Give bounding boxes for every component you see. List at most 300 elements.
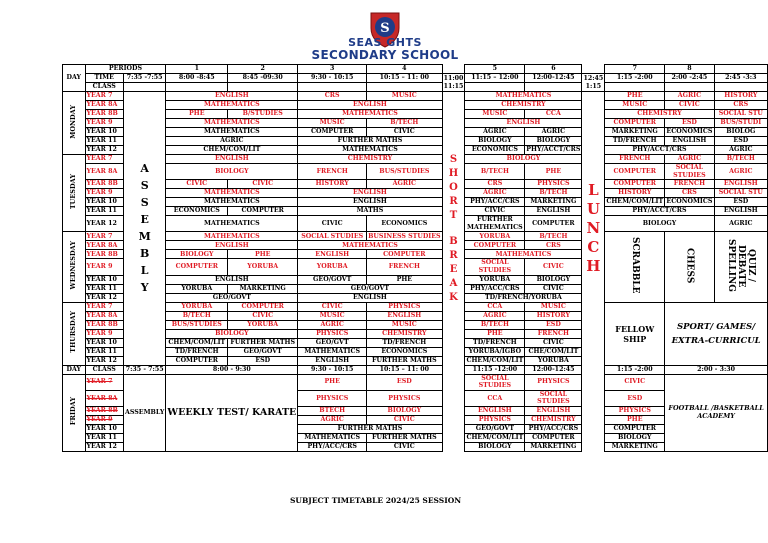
subject-cell: MARKETING bbox=[525, 198, 582, 207]
subject-cell: MATHEMATICS bbox=[166, 216, 298, 232]
subject-cell: ENGLISH bbox=[465, 406, 525, 415]
subject-cell: MATHEMATICS bbox=[166, 101, 298, 110]
subject-cell: CHEMISTRY bbox=[605, 110, 714, 119]
class-label: YEAR 8A bbox=[85, 311, 123, 320]
class-label: YEAR 8B bbox=[85, 180, 123, 189]
subject-cell: AGRIC bbox=[298, 320, 367, 329]
period-number: 5 bbox=[465, 65, 525, 74]
subject-cell: AGRIC bbox=[665, 155, 714, 164]
subject-cell: HISTORY bbox=[714, 92, 767, 101]
subject-cell: PHE bbox=[166, 110, 228, 119]
class-label: YEAR 10 bbox=[85, 338, 123, 347]
subject-cell: YORUBA bbox=[228, 259, 298, 275]
subject-cell: PHY/ACCT/CRS bbox=[526, 146, 581, 154]
time-slot: 2:45 -3:3 bbox=[714, 74, 767, 83]
subject-cell: PHE bbox=[605, 92, 665, 101]
subject-cell: PHE bbox=[465, 329, 525, 338]
subject-cell: CHEM/COM/LIT bbox=[466, 356, 524, 364]
school-name-line2: SECONDARY SCHOOL bbox=[311, 48, 459, 62]
subject-cell: CHEMISTRY bbox=[525, 415, 582, 424]
subject-cell: ENGLISH bbox=[465, 119, 582, 128]
subject-cell: CIVIC bbox=[525, 338, 582, 347]
subject-cell: B/TECH bbox=[465, 164, 525, 180]
class-label: YEAR 8B bbox=[85, 110, 123, 119]
subject-cell: COMPUTER bbox=[228, 302, 298, 311]
fellowship-cell: FELLOW SHIP bbox=[605, 302, 665, 365]
subject-cell: ENGLISH bbox=[525, 207, 582, 216]
assembly-friday: ASSEMBLY bbox=[123, 374, 165, 451]
subject-cell: PHE bbox=[605, 415, 665, 424]
subject-cell: FURTHER MATHEMATICS bbox=[465, 216, 525, 232]
time-slot: 10:15 – 11: 00 bbox=[367, 74, 443, 83]
subject-cell: CIVIC bbox=[665, 101, 714, 110]
subject-cell: CHE/COM/LIT bbox=[525, 347, 582, 356]
subject-cell: ECONOMICS bbox=[465, 146, 525, 155]
subject-cell: CHEM/COM/LIT bbox=[606, 198, 664, 206]
timetable-cell bbox=[367, 83, 443, 92]
subject-cell: ENGLISH bbox=[298, 101, 442, 110]
subject-cell: AGRIC bbox=[665, 92, 714, 101]
subject-cell: ENGLISH bbox=[714, 180, 767, 189]
subject-cell: ENGLISH bbox=[166, 155, 298, 164]
subject-cell: GEO/GOVT bbox=[298, 284, 442, 293]
school-name-line1: SEAS GHTS bbox=[348, 36, 422, 49]
subject-cell: CRS bbox=[465, 180, 525, 189]
subject-cell: AGRIC bbox=[465, 311, 525, 320]
subject-cell: GEO/GOVT bbox=[166, 293, 298, 302]
subject-cell: FRENCH bbox=[525, 329, 582, 338]
chess-cell bbox=[665, 232, 714, 302]
day-label: MONDAY bbox=[68, 104, 77, 139]
subject-cell: AGRIC bbox=[714, 146, 767, 155]
time-slot: 8:00 - 9:30 bbox=[166, 365, 298, 374]
subject-cell: MATHEMATICS bbox=[298, 110, 442, 119]
subject-cell: HISTORY bbox=[525, 311, 582, 320]
subject-cell: ESD bbox=[367, 374, 443, 390]
subject-cell: AGRIC bbox=[298, 415, 367, 424]
subject-cell: YORUBA/IGBO bbox=[465, 347, 525, 356]
subject-cell: BIOLOGY bbox=[166, 250, 228, 259]
quiz-label: QUIZ / DEBATE SPELLING bbox=[725, 239, 756, 293]
subject-cell: MATHEMATICS bbox=[298, 146, 442, 155]
class-label: YEAR 8A bbox=[85, 101, 123, 110]
subject-cell: MUSIC bbox=[525, 302, 582, 311]
break-letters-letter: A bbox=[449, 277, 458, 289]
subject-cell: BIOLOGY bbox=[525, 275, 582, 284]
subject-cell: B/TECH bbox=[525, 232, 582, 241]
weekly-test-cell: WEEKLY TEST/ KARATE bbox=[166, 374, 298, 451]
timetable-cell bbox=[228, 83, 298, 92]
subject-cell: CCA bbox=[525, 110, 582, 119]
day-thu bbox=[63, 302, 86, 365]
subject-cell: B/TECH bbox=[714, 155, 767, 164]
subject-cell: MATHEMATICS bbox=[166, 189, 298, 198]
time-slot: 7:35 - 7:55 bbox=[123, 365, 165, 374]
subject-cell: PHY/ACCT/CRS bbox=[605, 146, 714, 155]
subject-cell: MARKETING bbox=[525, 442, 582, 451]
time-slot: 2:00 - 3:30 bbox=[665, 365, 768, 374]
assembly-letters-letter: S bbox=[140, 179, 149, 193]
subject-cell: BIOLOGY bbox=[166, 164, 298, 180]
lunch-letters-letter: H bbox=[586, 257, 601, 276]
class-label: YEAR 12 bbox=[85, 293, 123, 302]
assembly-letters-letter: E bbox=[140, 213, 149, 227]
subject-cell: COMPUTER bbox=[605, 180, 665, 189]
subject-cell: PHYSICS bbox=[367, 390, 443, 406]
subject-cell: SOCIAL STUDIES bbox=[525, 390, 582, 406]
subject-cell: BIOLOGY bbox=[605, 433, 665, 442]
assembly-letters bbox=[125, 160, 164, 296]
class-label: YEAR 7 bbox=[85, 155, 123, 164]
assembly-letters-letter: Y bbox=[140, 281, 149, 295]
subject-cell: BIOLOGY bbox=[465, 155, 582, 164]
subject-cell: BIOLOGY bbox=[525, 137, 582, 146]
subject-cell: B/TECH bbox=[465, 320, 525, 329]
subject-cell: CHEM/COM/LIT bbox=[166, 146, 298, 155]
day-mon bbox=[63, 92, 86, 155]
subject-cell: MUSIC bbox=[367, 320, 443, 329]
subject-cell: FURTHER MATHS bbox=[298, 137, 442, 146]
subject-cell: TD/FRENCH bbox=[166, 347, 228, 356]
time-slot: 11:15 – 12:00 bbox=[465, 74, 525, 83]
subject-cell: TD/FRENCH/YORUBA bbox=[465, 293, 582, 302]
subject-cell: AGRIC bbox=[465, 189, 525, 198]
short-break-column bbox=[442, 92, 465, 366]
subject-cell: CRS bbox=[525, 241, 582, 250]
short-letters-letter: T bbox=[449, 209, 458, 221]
subject-cell: B/TECH bbox=[166, 311, 228, 320]
class-label: YEAR 7 bbox=[85, 302, 123, 311]
subject-cell: PHY/ACC/CRS bbox=[465, 198, 525, 207]
subject-cell: YORUBA bbox=[298, 259, 367, 275]
assembly-letters-letter: M bbox=[138, 230, 151, 244]
subject-cell: GEO/GVT bbox=[298, 338, 367, 347]
period-number: 1 bbox=[166, 65, 228, 74]
subject-cell: CIVIC bbox=[228, 180, 298, 189]
period-number: 3 bbox=[298, 65, 367, 74]
subject-cell: CRS bbox=[665, 189, 714, 198]
timetable-footer: SUBJECT TIMETABLE 2024/25 SESSION bbox=[290, 496, 462, 505]
subject-cell: CIVIC bbox=[367, 415, 443, 424]
timetable-cell bbox=[166, 83, 228, 92]
subject-cell: MATHEMATICS bbox=[298, 433, 367, 442]
class-label: YEAR 9 bbox=[85, 329, 123, 338]
sport-cell: SPORT/ GAMES/ EXTRA-CURRICUL bbox=[665, 302, 768, 365]
class-label: YEAR 8B bbox=[85, 406, 123, 415]
time-slot: 8:45 -09:30 bbox=[228, 74, 298, 83]
subject-cell: ENGLISH bbox=[665, 137, 714, 146]
subject-cell: MUSIC bbox=[465, 110, 525, 119]
subject-cell: CIVIC bbox=[298, 302, 367, 311]
subject-cell: CCA bbox=[465, 302, 525, 311]
subject-cell: MATHS bbox=[298, 207, 442, 216]
lunch-letters-letter: L bbox=[588, 181, 599, 200]
class-label: YEAR 11 bbox=[85, 347, 123, 356]
subject-cell: PHY/ACC/CRS bbox=[298, 442, 367, 451]
subject-cell: YORUBA bbox=[525, 356, 582, 365]
subject-cell: CIVIC bbox=[525, 259, 582, 275]
subject-cell: ECONOMICS bbox=[367, 347, 443, 356]
timetable-cell bbox=[298, 83, 367, 92]
time-slot: 12:00-12:45 bbox=[525, 365, 582, 374]
period-number: 7 bbox=[605, 65, 665, 74]
day-fri bbox=[63, 374, 86, 451]
lunch-letters-letter: C bbox=[587, 238, 600, 257]
timetable-cell bbox=[605, 83, 665, 92]
class-label: YEAR 10 bbox=[85, 275, 123, 284]
subject-cell: ENGLISH bbox=[166, 92, 298, 101]
subject-cell: CIVIC bbox=[367, 442, 443, 451]
assembly-column bbox=[123, 92, 165, 366]
subject-cell: MATHEMATICS bbox=[465, 92, 582, 101]
subject-cell: AGRIC bbox=[367, 180, 443, 189]
subject-cell: B/TECH bbox=[525, 189, 582, 198]
subject-cell: MATHEMATICS bbox=[465, 250, 582, 259]
subject-cell: CHEM/COM/LIT bbox=[166, 338, 228, 347]
timetable-cell bbox=[525, 83, 582, 92]
class-header: CLASS bbox=[85, 83, 123, 92]
day-wed bbox=[63, 232, 86, 302]
subject-cell: CHEMISTRY bbox=[298, 155, 442, 164]
subject-cell: CIVIC bbox=[367, 128, 443, 137]
subject-cell: ENGLISH bbox=[367, 311, 443, 320]
subject-cell: ENGLISH bbox=[298, 356, 367, 365]
subject-cell: BUSINESS STUDIES bbox=[368, 232, 441, 240]
subject-cell: MATHEMATICS bbox=[166, 119, 298, 128]
subject-cell: MATHEMATICS bbox=[166, 128, 298, 137]
class-label: YEAR 10 bbox=[85, 128, 123, 137]
subject-cell: ENGLISH bbox=[298, 250, 367, 259]
subject-cell: ENGLISH bbox=[714, 207, 767, 216]
subject-cell: SOCIAL STUDIES bbox=[298, 232, 367, 241]
short-letters bbox=[444, 153, 464, 223]
subject-cell: CIVIC bbox=[298, 216, 367, 232]
subject-cell: CIVIC bbox=[525, 284, 582, 293]
short-letters-letter: S bbox=[449, 153, 458, 165]
time-slot: 2:00 -2:45 bbox=[665, 74, 714, 83]
day-label: FRIDAY bbox=[68, 397, 77, 426]
class-label: YEAR 11 bbox=[85, 137, 123, 146]
subject-cell: CIVIC bbox=[166, 180, 228, 189]
day-header: DAY bbox=[63, 65, 86, 92]
time-slot: 7:35 -7:55 bbox=[123, 74, 165, 83]
subject-cell: ENGLISH bbox=[298, 198, 442, 207]
subject-cell: COMPUTER bbox=[367, 250, 443, 259]
break-letters-letter: K bbox=[449, 291, 458, 303]
subject-cell: FRENCH bbox=[605, 155, 665, 164]
subject-cell: BIOLOG bbox=[714, 128, 767, 137]
subject-cell: BUS/STUDI bbox=[714, 119, 767, 128]
subject-cell: MUSIC bbox=[298, 119, 367, 128]
subject-cell: COMPUTER bbox=[166, 356, 228, 365]
time-slot: 10:15 – 11: 00 bbox=[367, 365, 443, 374]
subject-cell: COMPUTER bbox=[298, 128, 367, 137]
subject-cell: HISTORY bbox=[298, 180, 367, 189]
class-label: YEAR 8B bbox=[85, 250, 123, 259]
subject-cell: YORUBA bbox=[166, 302, 228, 311]
periods-header: PERIODS bbox=[85, 65, 166, 74]
subject-cell: FRENCH bbox=[665, 180, 714, 189]
class-label: YEAR 7 bbox=[85, 374, 123, 390]
period-number: 2 bbox=[228, 65, 298, 74]
class-label: YEAR 8A bbox=[85, 390, 123, 406]
subject-cell: YORUBA bbox=[228, 320, 298, 329]
subject-cell: CIVIC bbox=[228, 311, 298, 320]
subject-cell: BUS/STUDIES bbox=[166, 320, 228, 329]
subject-cell: COMPUTER bbox=[228, 207, 298, 216]
subject-cell: HISTORY bbox=[605, 189, 665, 198]
day-tue bbox=[63, 155, 86, 232]
timetable-cell bbox=[442, 374, 465, 451]
subject-cell: COMPUTER bbox=[525, 433, 582, 442]
break-letters bbox=[444, 235, 464, 305]
timetable-cell bbox=[714, 65, 767, 74]
subject-cell: FURTHER MATHS bbox=[298, 424, 442, 433]
time-slot: 11:15 -12:00 bbox=[465, 365, 525, 374]
assembly-letters-letter: B bbox=[140, 247, 150, 261]
lunch-column bbox=[582, 92, 605, 366]
lunch-letters-letter: N bbox=[586, 219, 601, 238]
svg-text:S: S bbox=[380, 21, 390, 36]
subject-cell: CHEMISTRY bbox=[465, 101, 582, 110]
subject-cell: PHE bbox=[525, 164, 582, 180]
day-label: TUESDAY bbox=[68, 174, 77, 210]
subject-cell: MATHEMATICS bbox=[166, 232, 298, 241]
school-header bbox=[300, 10, 470, 62]
class-label: YEAR 8A bbox=[85, 241, 123, 250]
class-label: YEAR 7 bbox=[85, 232, 123, 241]
scrabble-label: SCRABBLE bbox=[629, 237, 640, 294]
subject-cell: GEO/GOVT bbox=[228, 347, 298, 356]
subject-cell: ESD bbox=[665, 119, 714, 128]
class-label: YEAR 12 bbox=[85, 356, 123, 365]
subject-cell: CHEMISTRY bbox=[367, 329, 443, 338]
time-slot: 9:30 - 10:15 bbox=[298, 74, 367, 83]
subject-cell: PHY/ACC/CRS bbox=[465, 284, 525, 293]
subject-cell: GEO/GOVT bbox=[465, 424, 525, 433]
subject-cell: TD/FRENCH bbox=[605, 137, 665, 146]
break-letters-letter: R bbox=[449, 249, 458, 261]
time-slot: 12:00-12:45 bbox=[525, 74, 582, 83]
subject-cell: ESD bbox=[605, 390, 665, 406]
chess-label: CHESS bbox=[684, 248, 695, 284]
class-label: YEAR 12 bbox=[85, 216, 123, 232]
subject-cell: ENGLISH bbox=[525, 406, 582, 415]
subject-cell: COMPUTER bbox=[525, 216, 582, 232]
class-label: YEAR 10 bbox=[85, 198, 123, 207]
time-header: TIME bbox=[85, 74, 123, 83]
subject-cell: BIOLOGY bbox=[465, 137, 525, 146]
lunch-time: 12:45 1:15 bbox=[583, 74, 604, 90]
subject-cell: COMPUTER bbox=[166, 259, 228, 275]
timetable-cell bbox=[442, 365, 465, 374]
subject-cell: CHEM/COM/LIT bbox=[466, 434, 524, 442]
subject-cell: B/STUDIES bbox=[228, 110, 298, 119]
short-letters-letter: R bbox=[449, 195, 458, 207]
subject-cell: SOCIAL STU bbox=[714, 110, 767, 119]
subject-cell: B/TECH bbox=[367, 119, 443, 128]
subject-cell: ECONOMICS bbox=[666, 128, 713, 136]
subject-cell: CRS bbox=[298, 92, 367, 101]
subject-cell: CIVIC bbox=[465, 207, 525, 216]
subject-cell: PHYSICS bbox=[298, 390, 367, 406]
subject-cell: PHYSICS bbox=[525, 180, 582, 189]
timetable-cell bbox=[582, 65, 605, 74]
subject-cell: AGRIC bbox=[525, 128, 582, 137]
subject-cell: PHYSICS bbox=[367, 302, 443, 311]
subject-cell: MUSIC bbox=[367, 92, 443, 101]
time-slot: 1:15 -2:00 bbox=[605, 365, 665, 374]
subject-cell: BIOLOGY bbox=[465, 442, 525, 451]
class-label: YEAR 8A bbox=[85, 164, 123, 180]
timetable-cell bbox=[442, 65, 465, 74]
subject-cell: CIVIC bbox=[605, 374, 665, 390]
subject-cell: COMPUTER bbox=[605, 164, 665, 180]
subject-cell: ECONOMICS bbox=[166, 207, 228, 216]
subject-cell: MARKETING bbox=[605, 442, 665, 451]
short-letters-letter: H bbox=[448, 167, 459, 179]
subject-cell: PHY/ACCT/CRS bbox=[605, 207, 714, 216]
subject-cell: MARKETING bbox=[605, 128, 665, 137]
scrabble-cell bbox=[605, 232, 665, 302]
subject-cell: AGRIC bbox=[465, 128, 525, 137]
timetable-cell bbox=[582, 365, 605, 374]
subject-cell: BUS/STUDIES bbox=[367, 164, 443, 180]
subject-cell: ENGLISH bbox=[298, 293, 442, 302]
assembly-letters-letter: L bbox=[140, 264, 149, 278]
subject-cell: AGRIC bbox=[714, 216, 767, 232]
class-label: YEAR 7 bbox=[85, 92, 123, 101]
short-letters-letter: O bbox=[449, 181, 458, 193]
day-header: DAY bbox=[63, 365, 86, 374]
time-slot: 8:00 -8:45 bbox=[166, 74, 228, 83]
subject-cell: ENGLISH bbox=[298, 189, 442, 198]
subject-cell: COMPUTER bbox=[605, 424, 665, 433]
subject-cell: PHYSICS bbox=[525, 374, 582, 390]
subject-cell: PHE bbox=[228, 250, 298, 259]
subject-cell: FRENCH bbox=[298, 164, 367, 180]
assembly-letters-letter: S bbox=[140, 196, 149, 210]
subject-cell: ECONOMICS bbox=[367, 216, 443, 232]
subject-cell: MUSIC bbox=[605, 101, 665, 110]
class-label: YEAR 9 bbox=[85, 189, 123, 198]
subject-cell: AGRIC bbox=[166, 137, 298, 146]
subject-cell: GEO/GOVT bbox=[298, 275, 367, 284]
subject-cell: PHE bbox=[367, 275, 443, 284]
subject-cell: MARKETING bbox=[228, 284, 298, 293]
class-header: CLASS bbox=[85, 365, 123, 374]
day-label: WEDNESDAY bbox=[68, 241, 77, 290]
timetable-cell bbox=[714, 83, 767, 92]
subject-cell: ECONOMICS bbox=[666, 198, 713, 206]
subject-cell: SOCIAL STUDIES bbox=[465, 374, 525, 390]
subject-cell: FRENCH bbox=[367, 259, 443, 275]
lunch-letters bbox=[583, 181, 603, 276]
subject-cell: YORUBA bbox=[465, 232, 525, 241]
class-label: YEAR 10 bbox=[85, 424, 123, 433]
class-label: YEAR 9 bbox=[85, 119, 123, 128]
quiz-cell bbox=[714, 232, 767, 302]
subject-cell: CCA bbox=[465, 390, 525, 406]
subject-cell: FURTHER MATHS bbox=[367, 356, 443, 365]
subject-cell: BTECH bbox=[298, 406, 367, 415]
timetable-cell bbox=[665, 83, 714, 92]
class-label: YEAR 12 bbox=[85, 146, 123, 155]
timetable-cell bbox=[582, 374, 605, 451]
class-label: YEAR 9 bbox=[85, 415, 123, 424]
subject-cell: BIOLOGY bbox=[367, 406, 443, 415]
subject-cell: PHY/ACC/CRS bbox=[525, 424, 582, 433]
